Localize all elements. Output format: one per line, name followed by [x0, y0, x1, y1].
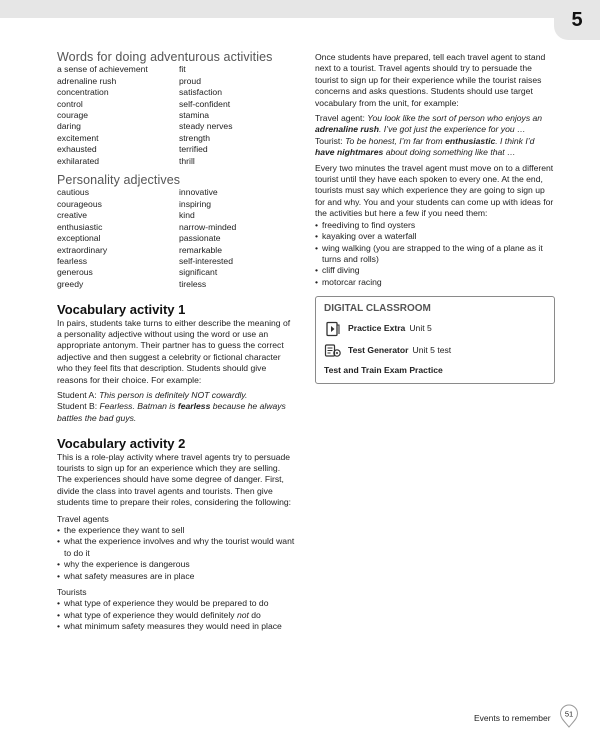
tourist-example — [315, 136, 555, 159]
word: concentration — [57, 87, 109, 98]
list-item: • freediving to find oysters — [315, 220, 555, 231]
word: daring — [57, 121, 81, 132]
travel-agent-example — [315, 113, 555, 136]
word-col-2 — [179, 187, 297, 290]
left-column — [57, 52, 297, 633]
adventurous-heading: Words for doing adventurous activities — [57, 50, 273, 64]
ideas-list — [315, 220, 555, 288]
word: thrill — [179, 155, 195, 166]
word-col-1 — [57, 187, 179, 290]
vocab-activity-1-intro: In pairs, students take turns to either describe the meaning of a personality adjective without using the word or use an appropriate antonym. Their partner has to guess the correct adjective and then suggest a celebrity or fictional character who they feel fits that description. Students should give reasons for their choice. For example: — [57, 317, 291, 385]
right-column — [315, 52, 555, 384]
personality-heading: Personality adjectives — [57, 173, 181, 188]
test-and-train-link[interactable]: Test and Train Exam Practice — [324, 364, 443, 375]
page-number: 51 — [564, 709, 574, 719]
word: terrified — [179, 144, 208, 155]
travel-agents-list — [57, 525, 297, 582]
practice-extra-label: Practice Extra — [348, 322, 406, 333]
student-b-example — [57, 401, 297, 424]
personality-word-list — [57, 187, 297, 290]
practice-extra-icon — [324, 321, 342, 337]
word: creative — [57, 210, 88, 221]
list-item: • what the experience involves and why the tourist would want to do it — [57, 536, 297, 559]
word: control — [57, 98, 83, 109]
tourist-item-post: do — [251, 609, 261, 620]
word: fit — [179, 64, 186, 75]
word: kind — [179, 210, 195, 221]
digital-classroom-title: DIGITAL CLASSROOM — [324, 303, 431, 315]
tourist-post: about doing something like that … — [385, 147, 516, 158]
word-col-1 — [57, 64, 179, 167]
word: courage — [57, 110, 89, 121]
word: exhilarated — [57, 155, 100, 166]
word: adrenaline rush — [57, 75, 117, 86]
travel-agent-label: Travel agent: — [315, 113, 365, 124]
word-col-2 — [179, 64, 297, 167]
tourist-pre: To be honest, I’m far from — [345, 135, 443, 146]
practice-extra-row[interactable] — [324, 321, 546, 337]
list-item: • kayaking over a waterfall — [315, 231, 555, 242]
word: strength — [179, 132, 211, 143]
word: passionate — [179, 233, 221, 244]
agent-bold: adrenaline rush — [315, 124, 379, 135]
tourists-label: Tourists — [57, 587, 87, 598]
list-item — [57, 610, 297, 621]
list-item: • what type of experience they would be prepared to do — [57, 598, 297, 609]
right-paragraph-1: Once students have prepared, tell each travel agent to stand next to a tourist. Travel agents should try to persuade the tourist to sign up for their experience while the tourist raises concerns and asks questions. Students should use target vocabulary from the unit, for example: — [315, 52, 546, 108]
test-generator-text: Unit 5 test — [412, 344, 452, 355]
word: enthusiastic — [57, 221, 103, 232]
word: exhausted — [57, 144, 97, 155]
list-item: • what safety measures are in place — [57, 571, 297, 582]
digital-classroom-box — [315, 296, 555, 384]
word: fearless — [57, 255, 88, 266]
page-number-pin — [557, 704, 581, 728]
word: self-interested — [179, 255, 233, 266]
list-item: • cliff diving — [315, 265, 555, 276]
unit-number-tab: 5 — [554, 0, 600, 40]
list-item: • wing walking (you are strapped to the wing of a plane as it turns and rolls) — [315, 243, 555, 266]
adventurous-word-list — [57, 64, 297, 167]
list-item: • motorcar racing — [315, 277, 555, 288]
word: innovative — [179, 187, 218, 198]
vocab-activity-2-intro: This is a role-play activity where travel agents try to persuade tourists to sign up for an experience which they are selling. The experiences should have some degree of danger. First, divide the class into travel agents and tourists. Then give students time to prepare their roles, considering the following: — [57, 451, 292, 508]
list-item: • the experience they want to sell — [57, 525, 297, 536]
word: self-confident — [179, 98, 231, 109]
tourist-bold-1: enthusiastic — [445, 135, 496, 146]
list-item: • why the experience is dangerous — [57, 559, 297, 570]
word: inspiring — [179, 198, 212, 209]
list-item: • what minimum safety measures they would need in place — [57, 621, 297, 632]
practice-extra-text: Unit 5 — [409, 322, 432, 333]
test-generator-icon — [324, 343, 342, 359]
vocab-activity-2-heading: Vocabulary activity 2 — [57, 436, 186, 452]
student-b-post: because he always battles the bad guys. — [57, 401, 286, 423]
word: cautious — [57, 187, 90, 198]
word: remarkable — [179, 244, 222, 255]
word: satisfaction — [179, 87, 222, 98]
student-b-bold: fearless — [177, 401, 211, 412]
test-generator-row[interactable] — [324, 343, 546, 359]
student-b-label: Student B: — [57, 401, 98, 412]
footer-title: Events to remember — [474, 713, 551, 723]
tourist-label: Tourist: — [315, 135, 343, 146]
tourist-mid: . I think I’d — [495, 135, 535, 146]
word: extraordinary — [57, 244, 108, 255]
word: a sense of achievement — [57, 64, 148, 75]
student-b-pre: Fearless. Batman is — [99, 401, 176, 412]
tourist-item-pre: what type of experience they would definitely — [64, 609, 235, 620]
word: significant — [179, 267, 218, 278]
test-generator-label: Test Generator — [348, 344, 409, 355]
right-paragraph-2: Every two minutes the travel agent must move on to a different tourist until they have each spoken to every one. At the end, tourists must say which experience they are going to sign up for and why. You and your students can come up with ideas for the activities but here a few if you need them: — [315, 162, 554, 219]
tourists-list — [57, 598, 297, 632]
word: courageous — [57, 198, 102, 209]
student-a-label: Student A: — [57, 389, 97, 400]
vocab-activity-1-heading: Vocabulary activity 1 — [57, 302, 186, 318]
student-a-example — [57, 390, 297, 401]
tourist-bold-2: have nightmares — [315, 147, 384, 158]
word: proud — [179, 75, 201, 86]
travel-agents-label: Travel agents — [57, 513, 109, 524]
word: exceptional — [57, 233, 101, 244]
word: stamina — [179, 110, 210, 121]
word: greedy — [57, 278, 84, 289]
tourist-item-em: not — [236, 609, 249, 620]
word: steady nerves — [179, 121, 233, 132]
word: tireless — [179, 278, 207, 289]
top-bar — [0, 0, 600, 18]
agent-post: . I’ve got just the experience for you … — [379, 124, 526, 135]
word: narrow-minded — [179, 221, 237, 232]
word: generous — [57, 267, 93, 278]
word: excitement — [57, 132, 99, 143]
student-a-text: This person is definitely NOT cowardly. — [99, 389, 248, 400]
agent-pre: You look like the sort of person who enjoys an — [367, 113, 543, 124]
